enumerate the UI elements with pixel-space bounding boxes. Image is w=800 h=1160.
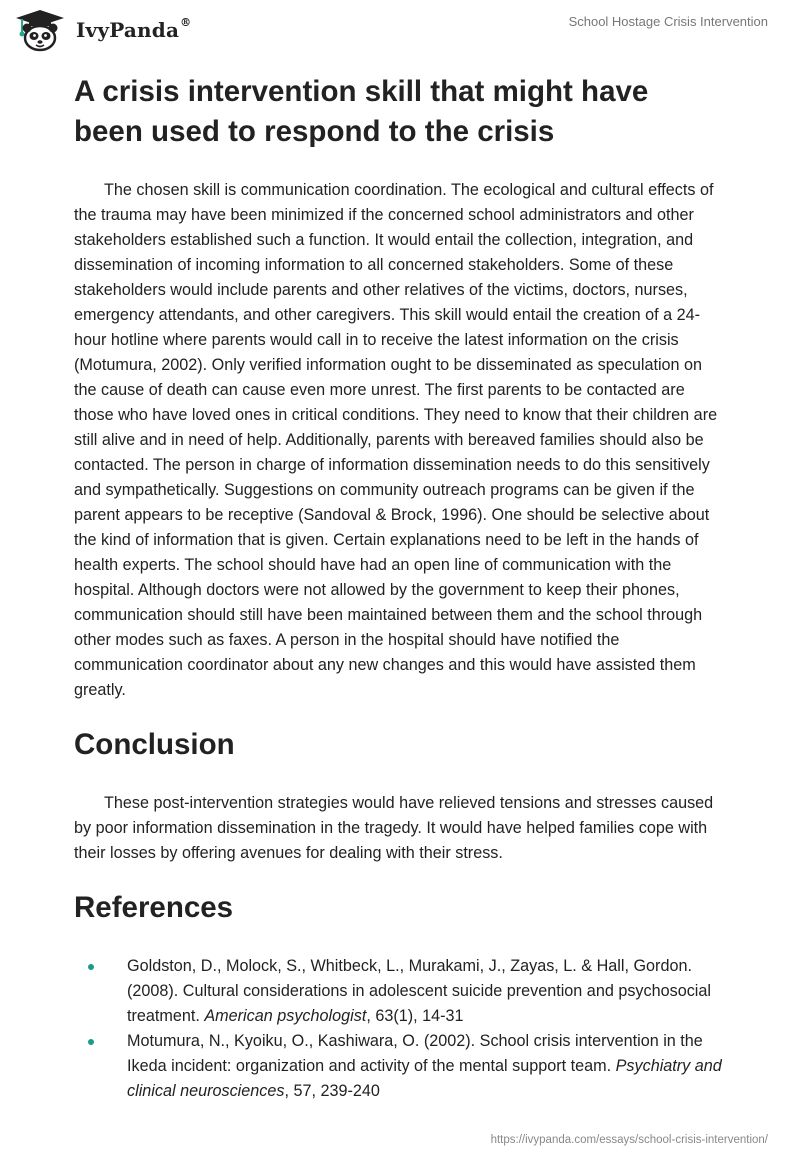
- section-heading-references: References: [74, 891, 234, 924]
- reference-journal: Psychiatry and clinical neurosciences: [127, 1057, 722, 1100]
- brand-name[interactable]: IvyPanda®: [76, 16, 192, 42]
- essay-content: [74, 72, 724, 1104]
- bullet-icon: [88, 1039, 94, 1045]
- reference-item: [74, 1029, 724, 1104]
- bullet-icon: [88, 964, 94, 970]
- conclusion-paragraph: These post-intervention strategies would have relieved tensions and stresses caused by poor information dissemination in the tragedy. It would have helped families cope with their losses by offering avenues for dealing with their stress.: [74, 794, 714, 862]
- reference-text: Goldston, D., Molock, S., Whitbeck, L., Murakami, J., Zayas, L. & Hall, Gordon. (2008). Cultural considerations in adolescent suicide prevention and psychosocial treatment.: [127, 957, 711, 1025]
- references-list: [74, 954, 724, 1104]
- reference-details: , 63(1), 14-31: [366, 1007, 464, 1025]
- reference-journal: American psychologist: [204, 1007, 367, 1025]
- reference-details: , 57, 239-240: [284, 1082, 380, 1100]
- document-title: School Hostage Crisis Intervention: [568, 14, 768, 29]
- section-heading-skill: A crisis intervention skill that might have been used to respond to the crisis: [74, 75, 649, 148]
- skill-paragraph: The chosen skill is communication coordination. The ecological and cultural effects of the trauma may have been minimized if the concerned school administrators and other stakeholders established such a function. It would entail the collection, integration, and dissemination of incoming information to all concerned stakeholders. Some of these stakeholders would include parents and other relatives of the victims, doctors, nurses, emergency attendants, and other caregivers. This skill would entail the creation of a 24-hour hotline where parents would call in to receive the latest information on the crisis (Motumura, 2002). Only verified information ought to be disseminated as speculation on the cause of death can cause even more unrest. The first parents to be contacted are those who have loved ones in critical conditions. They need to know that their children are still alive and in need of help. Additionally, parents with bereaved families should also be contacted. The person in charge of information dissemination needs to do this sensitively and sympathetically. Suggestions on community outreach programs can be given if the parent appears to be receptive (Sandoval & Brock, 1996). One should be selective about the kind of information that is given. Certain explanations need to be left in the hands of health experts. The school should have had an open line of communication with the hospital. Although doctors were not allowed by the government to keep their phones, communication should still have been maintained between them and the school through other modes such as faxes. A person in the hospital should have notified the communication coordinator about any new changes and this would have assisted them greatly.: [74, 181, 718, 699]
- footer-url-link[interactable]: https://ivypanda.com/essays/school-crisis-intervention/: [490, 1134, 768, 1146]
- reference-item: [74, 954, 724, 1029]
- page-header: [0, 0, 800, 60]
- registered-mark: ®: [180, 16, 192, 29]
- panda-graduate-logo-icon[interactable]: [14, 8, 66, 52]
- section-heading-conclusion: Conclusion: [74, 728, 235, 761]
- reference-text: Motumura, N., Kyoiku, O., Kashiwara, O. (2002). School crisis intervention in the Ikeda incident: organization and activity of the mental support team.: [127, 1032, 703, 1075]
